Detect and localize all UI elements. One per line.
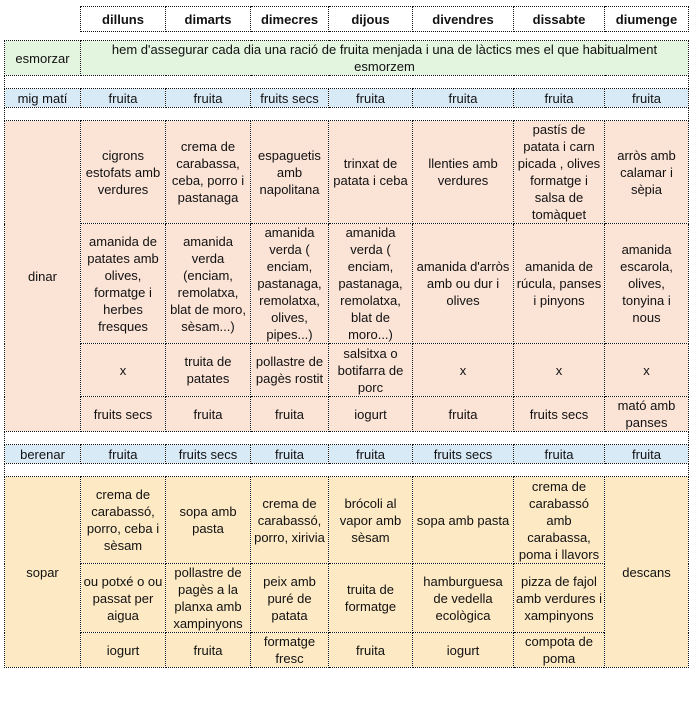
day-header: dimarts bbox=[166, 7, 251, 32]
meal-label-esmorzar: esmorzar bbox=[5, 41, 81, 76]
meal-cell: mató amb panses bbox=[605, 397, 689, 432]
meal-cell-sunday-sopar: descans bbox=[605, 477, 689, 668]
day-header: dijous bbox=[329, 7, 413, 32]
esmorzar-note: hem d'assegurar cada dia una ració de fruita menjada i una de làctics mes el que habitualment esmorzem bbox=[81, 41, 689, 76]
meal-cell: fruita bbox=[413, 89, 514, 108]
meal-cell: fruita bbox=[514, 445, 605, 464]
meal-cell: pollastre de pagès a la planxa amb xampinyons bbox=[166, 564, 251, 633]
dinar-row-4 bbox=[5, 397, 689, 432]
meal-cell: x bbox=[514, 344, 605, 397]
berenar-row bbox=[5, 445, 689, 464]
spacer-row bbox=[5, 32, 689, 41]
meal-cell: trinxat de patata i ceba bbox=[329, 121, 413, 224]
mig-mati-row bbox=[5, 89, 689, 108]
meal-cell: x bbox=[81, 344, 166, 397]
meal-cell: pizza de fajol amb verdures i xampinyons bbox=[514, 564, 605, 633]
meal-cell: amanida d'arròs amb ou dur i olives bbox=[413, 224, 514, 344]
meal-cell: amanida de rúcula, panses i pinyons bbox=[514, 224, 605, 344]
day-header: dimecres bbox=[251, 7, 329, 32]
meal-cell: crema de carabassó, porro, xirivia bbox=[251, 477, 329, 564]
meal-cell: amanida verda (enciam, remolatxa, blat de moro, sèsam...) bbox=[166, 224, 251, 344]
meal-cell: fruita bbox=[329, 89, 413, 108]
meal-cell: cigrons estofats amb verdures bbox=[81, 121, 166, 224]
meal-cell: ou potxé o ou passat per aigua bbox=[81, 564, 166, 633]
sopar-row-1 bbox=[5, 477, 689, 564]
meal-cell: x bbox=[605, 344, 689, 397]
meal-cell: amanida escarola, olives, tonyina i nous bbox=[605, 224, 689, 344]
meal-cell: iogurt bbox=[413, 633, 514, 668]
meal-cell: fruita bbox=[514, 89, 605, 108]
day-header: divendres bbox=[413, 7, 514, 32]
spacer-row bbox=[5, 464, 689, 477]
meal-cell: salsitxa o botifarra de porc bbox=[329, 344, 413, 397]
spacer-row bbox=[5, 108, 689, 121]
meal-cell: sopa amb pasta bbox=[166, 477, 251, 564]
spacer-row bbox=[5, 432, 689, 445]
meal-cell: fruits secs bbox=[251, 89, 329, 108]
meal-cell: fruita bbox=[166, 633, 251, 668]
meal-label-mig-mati: mig matí bbox=[5, 89, 81, 108]
meal-cell: fruita bbox=[166, 397, 251, 432]
meal-cell: fruita bbox=[413, 397, 514, 432]
esmorzar-row bbox=[5, 41, 689, 76]
day-header: diumenge bbox=[605, 7, 689, 32]
meal-cell: fruita bbox=[166, 89, 251, 108]
meal-cell: fruita bbox=[605, 445, 689, 464]
meal-cell: pollastre de pagès rostit bbox=[251, 344, 329, 397]
meal-cell: espaguetis amb napolitana bbox=[251, 121, 329, 224]
header-row bbox=[5, 7, 689, 32]
day-header: dilluns bbox=[81, 7, 166, 32]
meal-cell: truita de patates bbox=[166, 344, 251, 397]
meal-cell: fruita bbox=[251, 397, 329, 432]
meal-cell: iogurt bbox=[329, 397, 413, 432]
dinar-row-2 bbox=[5, 224, 689, 344]
meal-cell: fruita bbox=[81, 445, 166, 464]
meal-cell: iogurt bbox=[81, 633, 166, 668]
meal-cell: x bbox=[413, 344, 514, 397]
meal-cell: compota de poma bbox=[514, 633, 605, 668]
meal-cell: llenties amb verdures bbox=[413, 121, 514, 224]
meal-cell: hamburguesa de vedella ecològica bbox=[413, 564, 514, 633]
corner-cell bbox=[5, 7, 81, 32]
meal-label-sopar: sopar bbox=[5, 477, 81, 668]
meal-cell: pastís de patata i carn picada , olives formatge i salsa de tomàquet bbox=[514, 121, 605, 224]
meal-cell: fruits secs bbox=[413, 445, 514, 464]
sopar-row-2 bbox=[5, 564, 689, 633]
meal-cell: formatge fresc bbox=[251, 633, 329, 668]
meal-cell: fruita bbox=[81, 89, 166, 108]
spacer-row bbox=[5, 76, 689, 89]
meal-cell: fruita bbox=[251, 445, 329, 464]
meal-cell: fruits secs bbox=[514, 397, 605, 432]
meal-cell: truita de formatge bbox=[329, 564, 413, 633]
meal-cell: amanida de patates amb olives, formatge i herbes fresques bbox=[81, 224, 166, 344]
meal-cell: fruita bbox=[329, 633, 413, 668]
meal-cell: fruita bbox=[605, 89, 689, 108]
meal-cell: crema de carabassó, porro, ceba i sèsam bbox=[81, 477, 166, 564]
meal-cell: fruits secs bbox=[81, 397, 166, 432]
sopar-row-3 bbox=[5, 633, 689, 668]
meal-cell: amanida verda ( enciam, pastanaga, remolatxa, blat de moro...) bbox=[329, 224, 413, 344]
meal-cell: fruita bbox=[329, 445, 413, 464]
dinar-row-1 bbox=[5, 121, 689, 224]
meal-cell: sopa amb pasta bbox=[413, 477, 514, 564]
meal-cell: crema de carabassó amb carabassa, poma i llavors bbox=[514, 477, 605, 564]
meal-cell: brócoli al vapor amb sèsam bbox=[329, 477, 413, 564]
meal-label-dinar: dinar bbox=[5, 121, 81, 432]
meal-cell: amanida verda ( enciam, pastanaga, remolatxa, olives, pipes...) bbox=[251, 224, 329, 344]
dinar-row-3 bbox=[5, 344, 689, 397]
meal-label-berenar: berenar bbox=[5, 445, 81, 464]
day-header: dissabte bbox=[514, 7, 605, 32]
meal-cell: fruits secs bbox=[166, 445, 251, 464]
meal-cell: peix amb puré de patata bbox=[251, 564, 329, 633]
meal-cell: crema de carabassa, ceba, porro i pastanaga bbox=[166, 121, 251, 224]
weekly-menu-table bbox=[4, 6, 689, 668]
meal-cell: arròs amb calamar i sèpia bbox=[605, 121, 689, 224]
